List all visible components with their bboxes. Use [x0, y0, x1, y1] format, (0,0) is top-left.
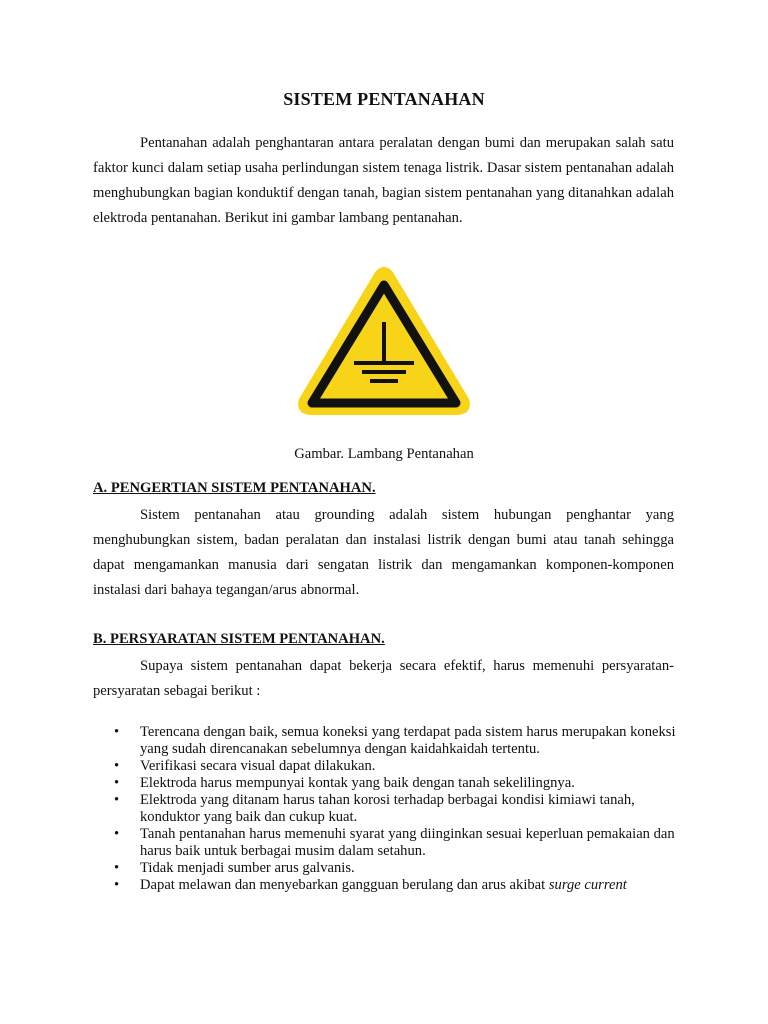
figure-caption: Gambar. Lambang Pentanahan — [294, 446, 474, 462]
bullet-icon: • — [114, 792, 120, 808]
ground-warning-icon — [294, 264, 474, 419]
section-b-text: Supaya sistem pentanahan dapat bekerja secara efektif, harus memenuhi persyaratan-persyaratan sebagai berikut : — [93, 658, 674, 699]
surge-current-term: surge current — [548, 877, 627, 893]
bullet-icon: • — [114, 775, 120, 791]
bullet-icon: • — [114, 826, 120, 842]
list-item: • Elektroda harus mempunyai kontak yang baik dengan tanah sekelilingnya. — [114, 775, 575, 791]
bullet-icon: • — [114, 860, 120, 876]
section-a-text: Sistem pentanahan atau grounding adalah sistem hubungan penghantar yang menghubungkan sistem, badan peralatan dan instalasi listrik dengan bumi atau tanah sehingga dapat mengamankan manusia dari sengatan listrik dan mengamankan komponen-komponen instalasi dari bahaya tegangan/arus abnormal. — [93, 507, 674, 598]
list-item: • Tanah pentanahan harus memenuhi syarat yang diinginkan sesuai keperluan pemakaian dan harus baik untuk berbagai musim dalam setahun. — [114, 826, 675, 859]
section-b-heading: B. PERSYARATAN SISTEM PENTANAHAN. — [93, 631, 385, 647]
requirements-list — [93, 724, 683, 894]
list-item: • Elektroda yang ditanam harus tahan korosi terhadap berbagai kondisi kimiawi tanah, konduktor yang baik dan cukup kuat. — [114, 792, 635, 825]
section-a-paragraph — [93, 503, 674, 603]
bullet-icon: • — [114, 758, 120, 774]
list-item: • Terencana dengan baik, semua koneksi yang terdapat pada sistem harus merupakan koneksi yang sudah direncanakan sebelumnya dengan kaidahkaidah tertentu. — [114, 724, 676, 757]
intro-text: Pentanahan adalah penghantaran antara peralatan dengan bumi dan merupakan salah satu faktor kunci dalam setiap usaha perlindungan sistem tenaga listrik. Dasar sistem pentanahan adalah menghubungkan bagian konduktif dengan tanah, bagian sistem pentanahan yang ditanahkan adalah elektroda pentanahan. Berikut ini gambar lambang pentanahan. — [93, 135, 674, 226]
page-title: SISTEM PENTANAHAN — [283, 89, 485, 109]
bullet-icon: • — [114, 877, 120, 893]
intro-paragraph — [93, 131, 674, 231]
list-item: • Verifikasi secara visual dapat dilakukan. — [114, 758, 376, 774]
list-item: • Dapat melawan dan menyebarkan gangguan berulang dan arus akibat surge current — [114, 877, 627, 893]
section-a-heading: A. PENGERTIAN SISTEM PENTANAHAN. — [93, 480, 376, 496]
list-item: • Tidak menjadi sumber arus galvanis. — [114, 860, 355, 876]
bullet-icon: • — [114, 724, 120, 740]
section-b-paragraph — [93, 654, 674, 704]
